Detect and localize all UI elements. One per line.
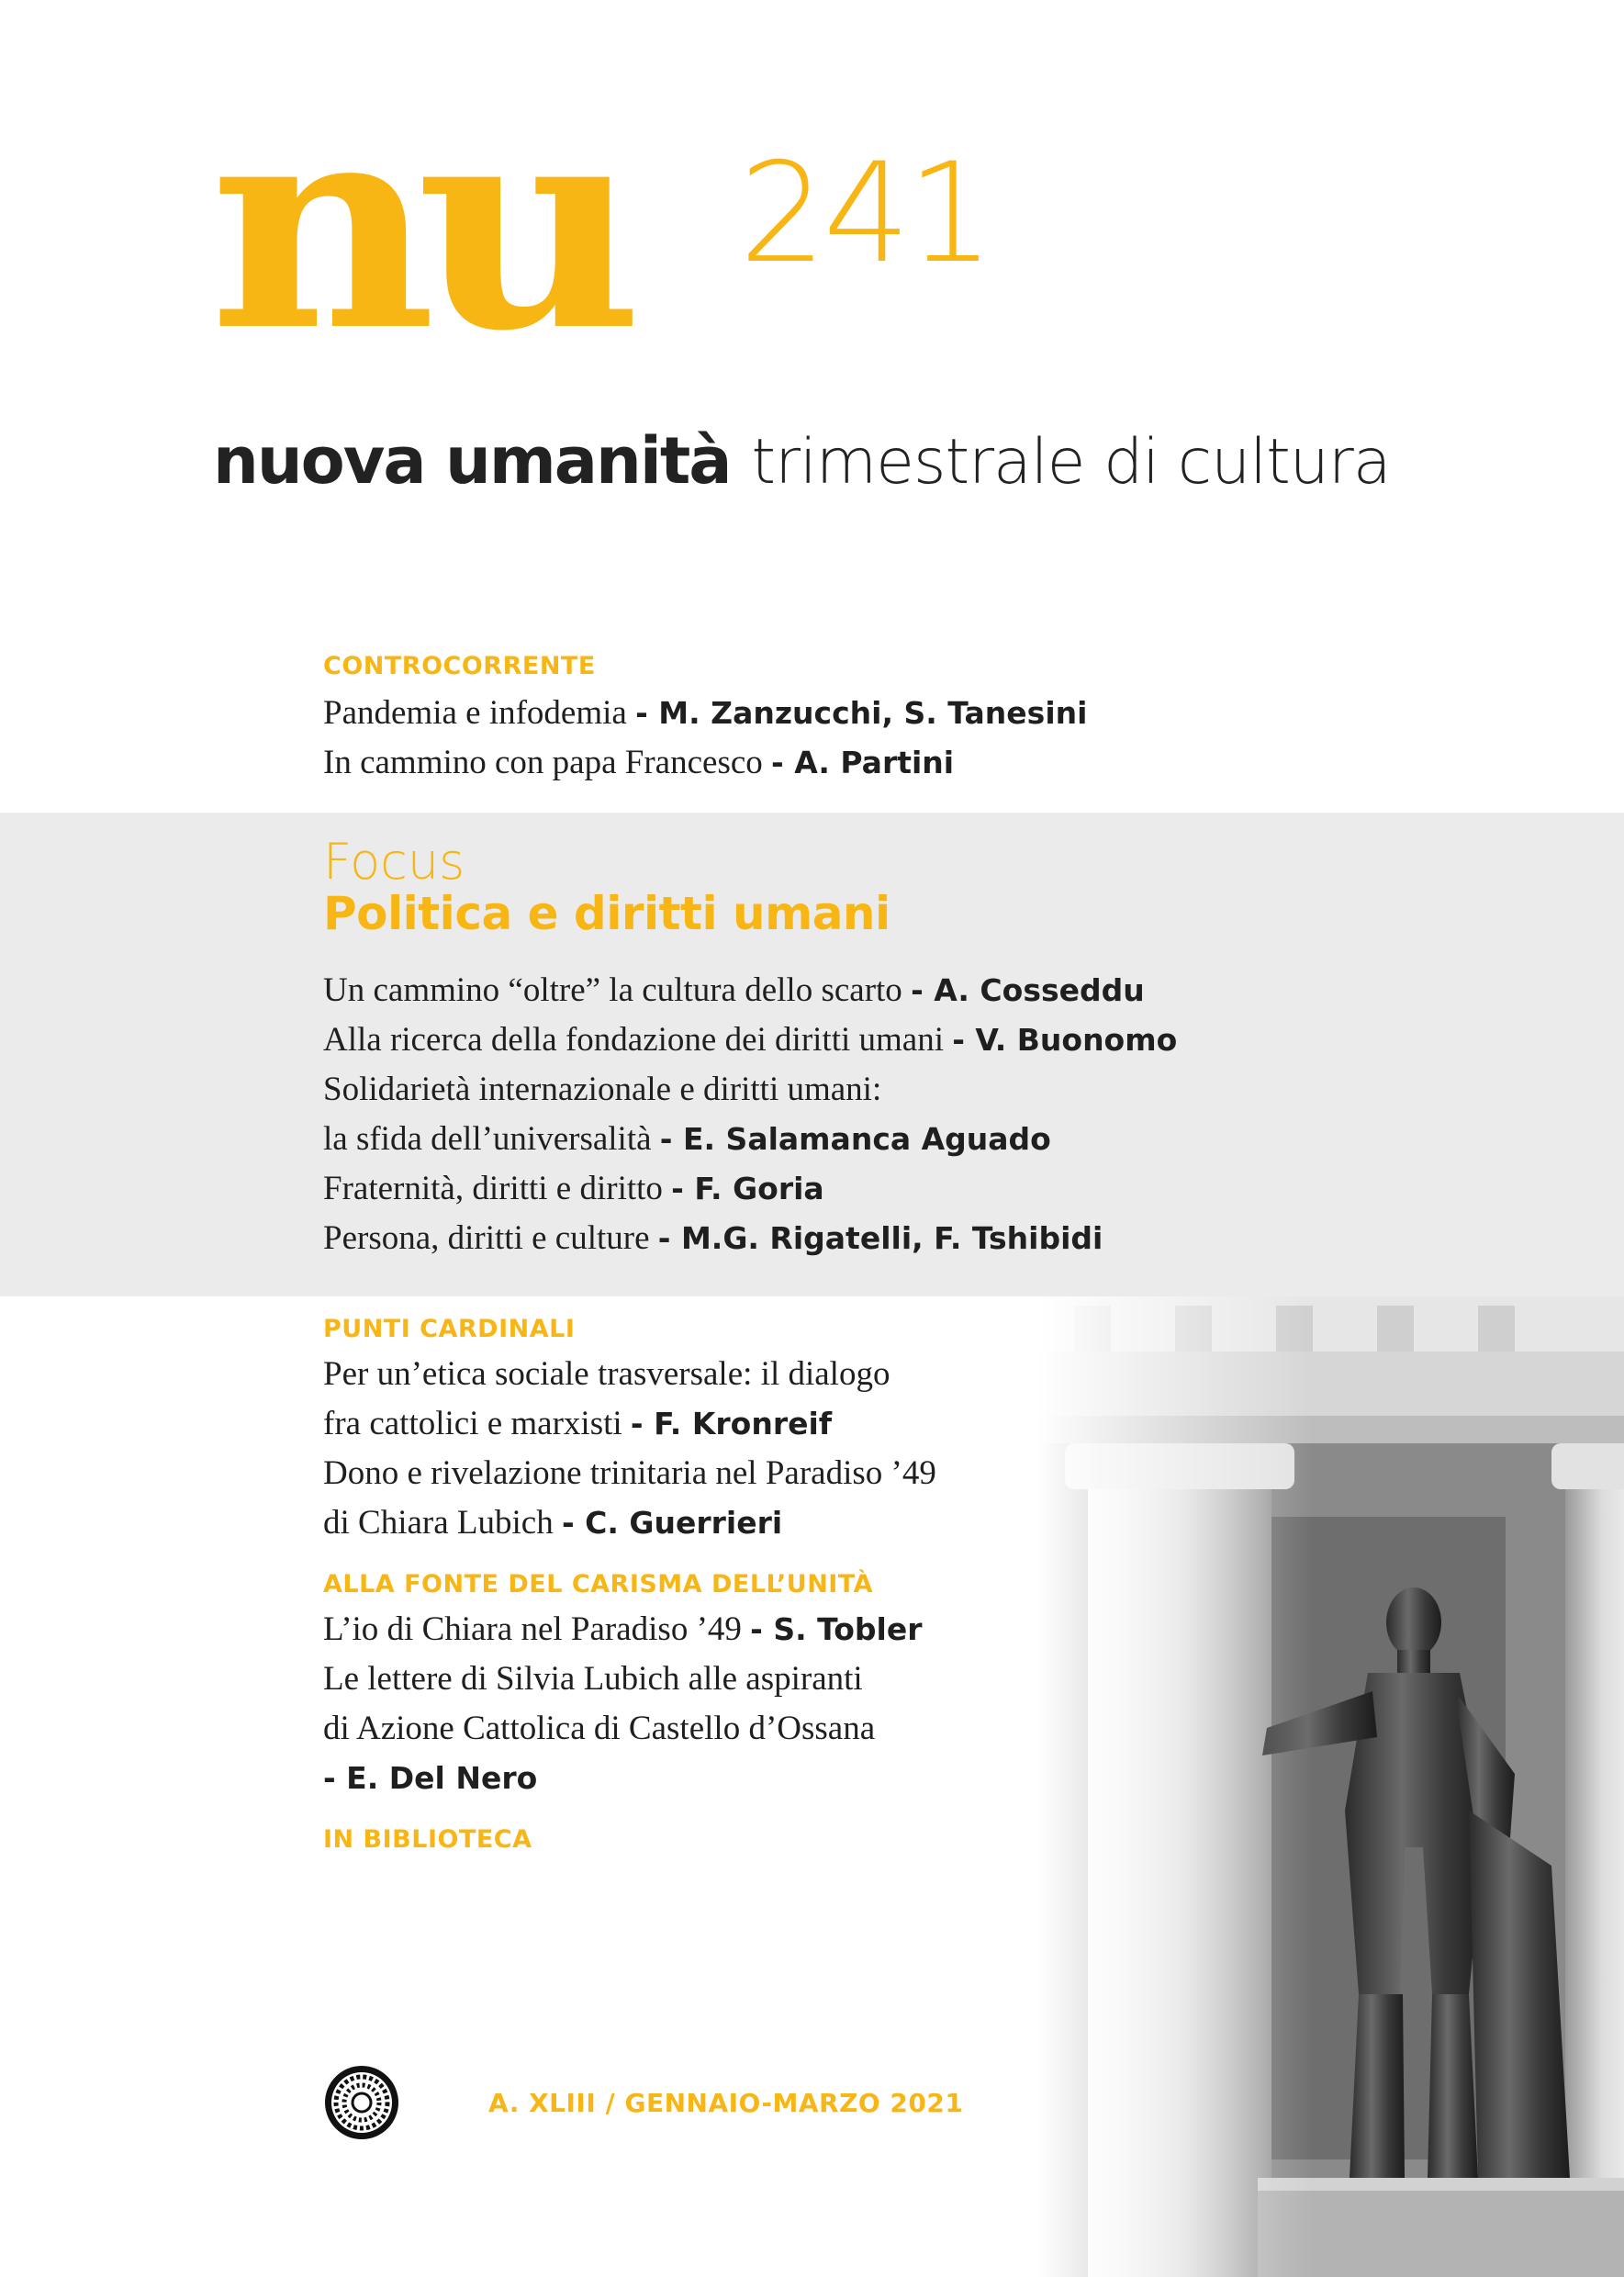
publisher-seal-icon [323, 2064, 400, 2141]
toc-entry [323, 1407, 832, 1441]
issue-number: 241 [739, 134, 991, 294]
toc-entry [323, 1357, 890, 1391]
toc-entry-author: - A. Partini [771, 745, 955, 780]
section-label-punti-cardinali: PUNTI CARDINALI [323, 1315, 576, 1343]
toc-entry [323, 1072, 881, 1106]
toc-entry-title: Un cammino “oltre” la cultura dello scarto [323, 971, 902, 1009]
toc-entry [323, 1172, 824, 1206]
toc-entry-author: - M. Zanzucchi, S. Tanesini [635, 695, 1088, 731]
issue-date: A. XLIII / GENNAIO-MARZO 2021 [488, 2088, 964, 2118]
toc-entry-author: - V. Buonomo [952, 1022, 1178, 1058]
toc-entry-title: Pandemia e infodemia [323, 694, 627, 732]
toc-entry [323, 1612, 923, 1646]
section-label-controcorrente: CONTROCORRENTE [323, 652, 596, 680]
toc-entry-title: di Chiara Lubich [323, 1504, 554, 1542]
toc-entry-author: - F. Kronreif [630, 1406, 833, 1441]
section-label-in-biblioteca: IN BIBLIOTECA [323, 1825, 532, 1854]
toc-entry [323, 1456, 936, 1490]
toc-entry [323, 696, 1087, 730]
section-label-alla-fonte: ALLA FONTE DEL CARISMA DELL’UNITÀ [323, 1570, 874, 1598]
toc-entry [323, 1506, 782, 1540]
toc-entry-author: - M.G. Rigatelli, F. Tshibidi [657, 1220, 1103, 1256]
toc-entry [323, 1221, 1103, 1255]
toc-entry-title: Solidarietà internazionale e diritti umani: [323, 1071, 882, 1108]
focus-title: Politica e diritti umani [323, 887, 890, 940]
toc-entry-title: In cammino con papa Francesco [323, 744, 763, 781]
toc-entry [323, 1761, 537, 1795]
magazine-title [213, 423, 1391, 499]
toc-entry [323, 1122, 1051, 1156]
magazine-title-light: trimestrale di cultura [751, 426, 1391, 499]
toc-entry [323, 1711, 875, 1745]
toc-entry-author: - E. Del Nero [323, 1760, 538, 1796]
toc-entry [323, 746, 954, 780]
focus-kicker: Focus [323, 833, 465, 891]
toc-entry-title: Dono e rivelazione trinitaria nel Paradiso ’49 [323, 1454, 936, 1492]
toc-entry-author: - E. Salamanca Aguado [659, 1121, 1051, 1157]
magazine-logo: nu [209, 57, 623, 395]
toc-entry-author: - F. Goria [671, 1171, 824, 1206]
toc-entry-title: L’io di Chiara nel Paradiso ’49 [323, 1610, 742, 1648]
toc-entry [323, 1023, 1177, 1057]
toc-entry [323, 1662, 863, 1696]
toc-entry-title: Alla ricerca della fondazione dei diritti umani [323, 1021, 944, 1059]
toc-entry-author: - S. Tobler [750, 1611, 923, 1647]
toc-entry-title: Persona, diritti e culture [323, 1219, 650, 1257]
toc-entry-title: di Azione Cattolica di Castello d’Ossana [323, 1710, 876, 1747]
toc-entry-title: Per un’etica sociale trasversale: il dialogo [323, 1355, 890, 1393]
toc-entry [323, 973, 1145, 1007]
photo-fade [1037, 1296, 1313, 2277]
toc-entry-title: Le lettere di Silvia Lubich alle aspiranti [323, 1660, 863, 1698]
toc-entry-title: fra cattolici e marxisti [323, 1405, 622, 1442]
toc-entry-author: - A. Cosseddu [911, 972, 1145, 1008]
toc-entry-title: Fraternità, diritti e diritto [323, 1170, 663, 1207]
toc-entry-author: - C. Guerrieri [561, 1505, 783, 1541]
magazine-title-bold: nuova umanità [213, 423, 731, 499]
toc-entry-title: la sfida dell’universalità [323, 1120, 652, 1158]
